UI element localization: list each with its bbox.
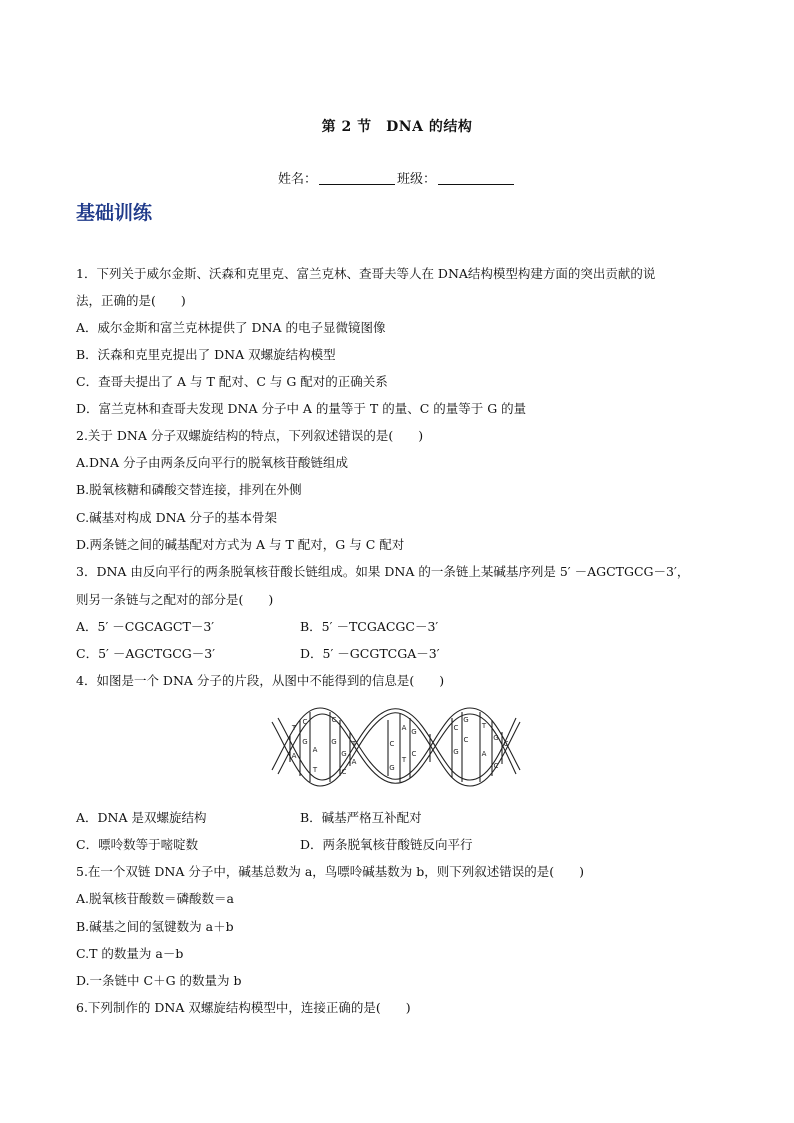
- svg-text:A: A: [291, 752, 297, 760]
- q1-stem-line1: 1．下列关于威尔金斯、沃森和克里克、富兰克林、查哥夫等人在 DNA结构模型构建方面的突出贡献的说: [76, 266, 656, 281]
- q2-option-c: C.碱基对构成 DNA 分子的基本骨架: [76, 510, 278, 525]
- svg-text:T: T: [291, 724, 297, 732]
- section-heading: 基础训练: [76, 202, 153, 224]
- svg-text:A: A: [401, 724, 407, 732]
- svg-text:C: C: [493, 762, 499, 770]
- svg-text:C: C: [302, 718, 308, 726]
- q2-stem: 2.关于 DNA 分子双螺旋结构的特点，下列叙述错误的是( ): [76, 428, 424, 443]
- q5-stem: 5.在一个双链 DNA 分子中，碱基总数为 a，鸟嘌呤碱基数为 b，则下列叙述错误的是( ): [76, 864, 585, 879]
- q6-stem: 6.下列制作的 DNA 双螺旋结构模型中，连接正确的是( ): [76, 1000, 411, 1015]
- svg-text:A: A: [481, 750, 487, 758]
- svg-text:T: T: [401, 756, 407, 764]
- q3-option-a: A．5′ －CGCAGCT－3′: [76, 619, 215, 634]
- svg-text:C: C: [411, 750, 417, 758]
- name-blank[interactable]: [319, 172, 395, 185]
- dna-helix-diagram: [270, 700, 522, 792]
- svg-text:C: C: [341, 768, 347, 776]
- q3-stem-line2: 则另一条链与之配对的部分是( ): [76, 592, 274, 607]
- student-info-line: [278, 168, 516, 187]
- q3-option-b: B．5′ －TCGACGC－3′: [300, 619, 439, 634]
- svg-text:G: G: [493, 734, 499, 742]
- svg-text:G: G: [331, 738, 337, 746]
- q4-stem: 4．如图是一个 DNA 分子的片段，从图中不能得到的信息是( ): [76, 673, 445, 688]
- q3-stem-line1: 3．DNA 由反向平行的两条脱氧核苷酸长链组成。如果 DNA 的一条链上某碱基序列是 5′ －AGCTGCG－3′，: [76, 564, 690, 579]
- page-title: 第 2 节 DNA 的结构: [321, 119, 473, 135]
- q5-option-a: A.脱氧核苷酸数＝磷酸数＝a: [76, 891, 234, 906]
- q1-stem-line2: 法，正确的是( ): [76, 293, 186, 308]
- q4-option-b: B．碱基严格互补配对: [300, 810, 422, 825]
- svg-text:C: C: [331, 716, 337, 724]
- svg-text:A: A: [351, 758, 357, 766]
- svg-text:C: C: [503, 740, 509, 748]
- q4-option-a: A．DNA 是双螺旋结构: [76, 810, 207, 825]
- svg-text:C: C: [389, 740, 395, 748]
- svg-text:G: G: [302, 738, 308, 746]
- svg-text:T: T: [312, 766, 318, 774]
- q4-option-c: C．嘌呤数等于嘧啶数: [76, 837, 199, 852]
- q5-option-d: D.一条链中 C＋G 的数量为 b: [76, 973, 242, 988]
- q2-option-b: B.脱氧核糖和磷酸交替连接，排列在外侧: [76, 482, 302, 497]
- svg-text:T: T: [481, 722, 487, 730]
- q3-option-d: D．5′ －GCGTCGA－3′: [300, 646, 440, 661]
- svg-text:G: G: [411, 728, 417, 736]
- q1-option-d: D．富兰克林和查哥夫发现 DNA 分子中 A 的量等于 T 的量、C 的量等于 G 的量: [76, 401, 527, 416]
- class-label: 班级：: [397, 172, 437, 187]
- q2-option-d: D.两条链之间的碱基配对方式为 A 与 T 配对，G 与 C 配对: [76, 537, 405, 552]
- svg-text:G: G: [453, 748, 459, 756]
- svg-text:G: G: [341, 750, 347, 758]
- svg-text:T: T: [351, 740, 357, 748]
- q5-option-c: C.T 的数量为 a－b: [76, 946, 184, 961]
- svg-text:G: G: [389, 764, 395, 772]
- q1-option-b: B．沃森和克里克提出了 DNA 双螺旋结构模型: [76, 347, 336, 362]
- svg-text:G: G: [463, 716, 469, 724]
- q1-option-c: C．查哥夫提出了 A 与 T 配对、C 与 G 配对的正确关系: [76, 374, 388, 389]
- svg-text:A: A: [312, 746, 318, 754]
- svg-text:C: C: [453, 724, 459, 732]
- q3-option-c: C．5′ －AGCTGCG－3′: [76, 646, 216, 661]
- class-blank[interactable]: [438, 172, 514, 185]
- q1-option-a: A．威尔金斯和富兰克林提供了 DNA 的电子显微镜图像: [76, 320, 386, 335]
- q5-option-b: B.碱基之间的氢键数为 a＋b: [76, 919, 234, 934]
- svg-text:C: C: [463, 736, 469, 744]
- q4-option-d: D．两条脱氧核苷酸链反向平行: [300, 837, 473, 852]
- name-label: 姓名：: [278, 172, 318, 187]
- q2-option-a: A.DNA 分子由两条反向平行的脱氧核苷酸链组成: [76, 455, 348, 470]
